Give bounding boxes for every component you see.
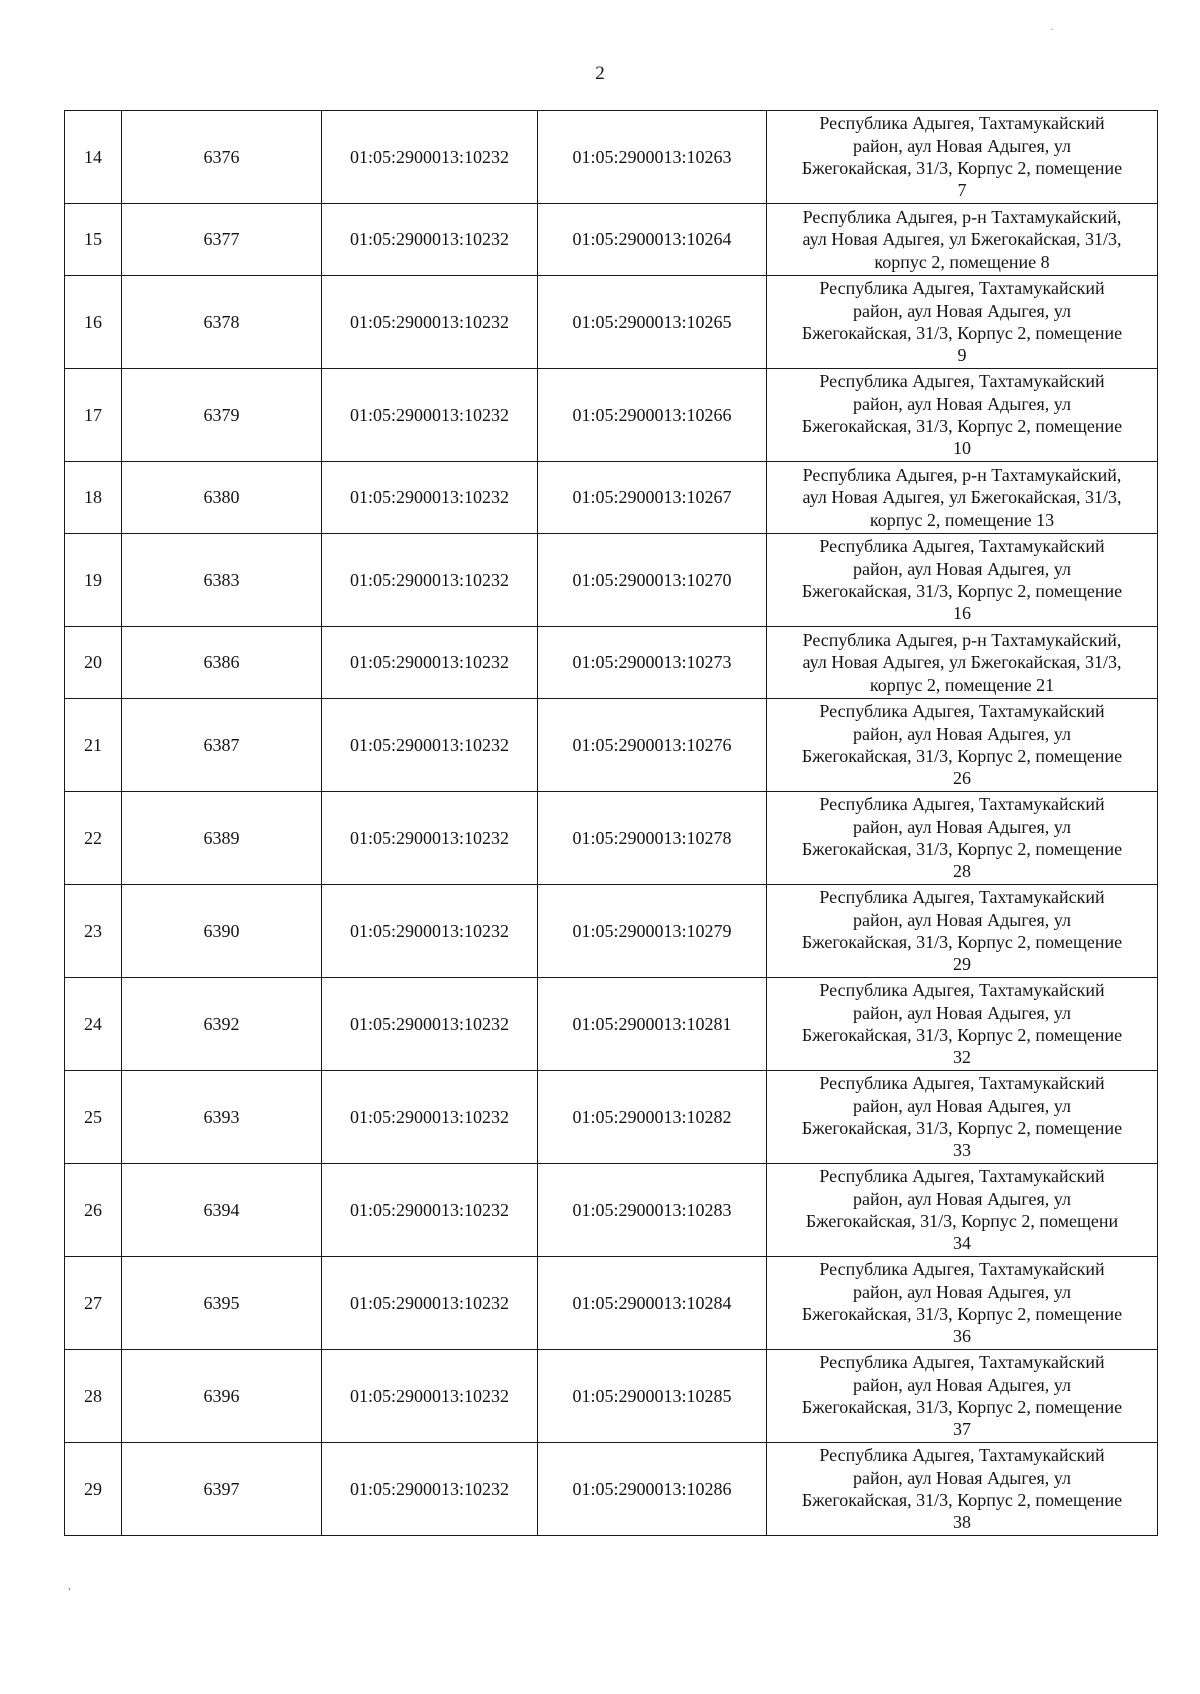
cadastral-number-cell: 01:05:2900013:10286 [538, 1443, 767, 1536]
table-row [65, 276, 1158, 369]
row-number-cell: 27 [65, 1257, 122, 1350]
record-id-cell: 6387 [122, 699, 322, 792]
parent-cadastral-number-cell: 01:05:2900013:10232 [322, 792, 538, 885]
address-line: Бжегокайская, 31/3, Корпус 2, помещение [801, 746, 1123, 766]
cadastral-number-cell: 01:05:2900013:10264 [538, 204, 767, 276]
parent-cadastral-number-cell: 01:05:2900013:10232 [322, 369, 538, 462]
cadastral-number-cell: 01:05:2900013:10284 [538, 1257, 767, 1350]
record-id-cell: 6392 [122, 978, 322, 1071]
address-line: корпус 2, помещение 13 [869, 509, 1055, 530]
address-line: район, аул Новая Адыгея, ул [853, 1095, 1071, 1116]
row-number-cell: 28 [65, 1350, 122, 1443]
address-line: Республика Адыгея, Тахтамукайский [819, 278, 1105, 299]
cadastral-number-cell: 01:05:2900013:10270 [538, 534, 767, 627]
table-row [65, 1350, 1158, 1443]
address-line: район, аул Новая Адыгея, ул [853, 1374, 1071, 1395]
parent-cadastral-number-cell: 01:05:2900013:10232 [322, 1350, 538, 1443]
table-row [65, 369, 1158, 462]
address-line: Республика Адыгея, Тахтамукайский [819, 113, 1105, 134]
row-number-cell: 15 [65, 204, 122, 276]
address-line: 32 [953, 1047, 971, 1068]
cadastral-number-cell: 01:05:2900013:10276 [538, 699, 767, 792]
cadastral-number-cell: 01:05:2900013:10285 [538, 1350, 767, 1443]
table-row [65, 1257, 1158, 1350]
address-line: Бжегокайская, 31/3, Корпус 2, помещение [801, 1025, 1123, 1045]
address-line: Республика Адыгея, Тахтамукайский [819, 794, 1105, 815]
row-number-cell: 21 [65, 699, 122, 792]
address-line: Бжегокайская, 31/3, Корпус 2, помещение [801, 581, 1123, 601]
parent-cadastral-number-cell: 01:05:2900013:10232 [322, 204, 538, 276]
address-line: аул Новая Адыгея, ул Бжегокайская, 31/3, [802, 487, 1122, 508]
address-line: Республика Адыгея, р-н Тахтамукайский, [802, 206, 1122, 227]
address-cell [767, 1164, 1158, 1257]
row-number-cell: 24 [65, 978, 122, 1071]
row-number-cell: 25 [65, 1071, 122, 1164]
address-line: Бжегокайская, 31/3, Корпус 2, помещение [801, 1490, 1123, 1510]
address-line: 9 [957, 345, 967, 366]
address-line: Республика Адыгея, Тахтамукайский [819, 887, 1105, 908]
row-number-cell: 17 [65, 369, 122, 462]
row-number-cell: 20 [65, 627, 122, 699]
address-cell [767, 699, 1158, 792]
page-number: 2 [595, 63, 605, 84]
cadastral-number-cell: 01:05:2900013:10273 [538, 627, 767, 699]
record-id-cell: 6376 [122, 111, 322, 204]
table-row [65, 462, 1158, 534]
address-line: район, аул Новая Адыгея, ул [853, 135, 1071, 156]
cadastral-number-cell: 01:05:2900013:10279 [538, 885, 767, 978]
address-cell [767, 204, 1158, 276]
record-id-cell: 6383 [122, 534, 322, 627]
address-line: Бжегокайская, 31/3, Корпус 2, помещени [805, 1211, 1119, 1231]
table-row [65, 699, 1158, 792]
address-line: Республика Адыгея, Тахтамукайский [819, 1445, 1105, 1466]
address-line: 38 [953, 1512, 971, 1533]
address-line: 28 [953, 861, 971, 882]
record-id-cell: 6379 [122, 369, 322, 462]
record-id-cell: 6389 [122, 792, 322, 885]
table-row [65, 204, 1158, 276]
address-cell [767, 1350, 1158, 1443]
row-number-cell: 14 [65, 111, 122, 204]
parent-cadastral-number-cell: 01:05:2900013:10232 [322, 462, 538, 534]
parent-cadastral-number-cell: 01:05:2900013:10232 [322, 1071, 538, 1164]
address-cell [767, 1071, 1158, 1164]
row-number-cell: 23 [65, 885, 122, 978]
table-row [65, 111, 1158, 204]
table-row [65, 1071, 1158, 1164]
parent-cadastral-number-cell: 01:05:2900013:10232 [322, 534, 538, 627]
row-number-cell: 26 [65, 1164, 122, 1257]
address-line: 37 [953, 1419, 971, 1440]
parent-cadastral-number-cell: 01:05:2900013:10232 [322, 978, 538, 1071]
address-line: 33 [953, 1140, 971, 1161]
row-number-cell: 16 [65, 276, 122, 369]
record-id-cell: 6394 [122, 1164, 322, 1257]
address-line: Бжегокайская, 31/3, Корпус 2, помещение [801, 932, 1123, 952]
record-id-cell: 6393 [122, 1071, 322, 1164]
address-line: район, аул Новая Адыгея, ул [853, 1188, 1071, 1209]
address-line: Республика Адыгея, р-н Тахтамукайский, [802, 464, 1122, 485]
address-cell [767, 462, 1158, 534]
address-line: Республика Адыгея, Тахтамукайский [819, 1259, 1105, 1280]
address-line: район, аул Новая Адыгея, ул [853, 723, 1071, 744]
table-row [65, 627, 1158, 699]
address-line: Республика Адыгея, Тахтамукайский [819, 1352, 1105, 1373]
parent-cadastral-number-cell: 01:05:2900013:10232 [322, 1257, 538, 1350]
parent-cadastral-number-cell: 01:05:2900013:10232 [322, 111, 538, 204]
address-line: Республика Адыгея, Тахтамукайский [819, 536, 1105, 557]
address-cell [767, 1443, 1158, 1536]
parent-cadastral-number-cell: 01:05:2900013:10232 [322, 276, 538, 369]
address-line: район, аул Новая Адыгея, ул [853, 1281, 1071, 1302]
address-line: Республика Адыгея, Тахтамукайский [819, 701, 1105, 722]
record-id-cell: 6378 [122, 276, 322, 369]
address-line: Бжегокайская, 31/3, Корпус 2, помещение [801, 416, 1123, 436]
address-cell [767, 627, 1158, 699]
address-line: Республика Адыгея, Тахтамукайский [819, 1166, 1105, 1187]
scan-speck: , [68, 1578, 71, 1592]
table-row [65, 534, 1158, 627]
table-row [65, 885, 1158, 978]
parent-cadastral-number-cell: 01:05:2900013:10232 [322, 627, 538, 699]
address-line: аул Новая Адыгея, ул Бжегокайская, 31/3, [802, 229, 1122, 250]
address-cell [767, 111, 1158, 204]
address-line: Бжегокайская, 31/3, Корпус 2, помещение [801, 158, 1123, 178]
cadastral-number-cell: 01:05:2900013:10281 [538, 978, 767, 1071]
cadastral-table [64, 110, 1158, 1536]
address-line: Бжегокайская, 31/3, Корпус 2, помещение [801, 1304, 1123, 1324]
record-id-cell: 6397 [122, 1443, 322, 1536]
address-cell [767, 978, 1158, 1071]
parent-cadastral-number-cell: 01:05:2900013:10232 [322, 885, 538, 978]
address-line: Бжегокайская, 31/3, Корпус 2, помещение [801, 1397, 1123, 1417]
address-line: корпус 2, помещение 21 [869, 674, 1055, 695]
table-row [65, 978, 1158, 1071]
address-line: район, аул Новая Адыгея, ул [853, 1002, 1071, 1023]
address-line: 26 [953, 768, 971, 789]
address-line: аул Новая Адыгея, ул Бжегокайская, 31/3, [802, 652, 1122, 673]
record-id-cell: 6390 [122, 885, 322, 978]
record-id-cell: 6395 [122, 1257, 322, 1350]
address-line: 29 [953, 954, 971, 975]
cadastral-number-cell: 01:05:2900013:10283 [538, 1164, 767, 1257]
table-body [65, 111, 1158, 1536]
cadastral-number-cell: 01:05:2900013:10266 [538, 369, 767, 462]
row-number-cell: 22 [65, 792, 122, 885]
address-cell [767, 276, 1158, 369]
address-line: 34 [953, 1233, 971, 1254]
address-line: район, аул Новая Адыгея, ул [853, 909, 1071, 930]
address-cell [767, 534, 1158, 627]
record-id-cell: 6386 [122, 627, 322, 699]
address-line: Бжегокайская, 31/3, Корпус 2, помещение [801, 323, 1123, 343]
cadastral-number-cell: 01:05:2900013:10263 [538, 111, 767, 204]
scan-speck: · [1050, 22, 1054, 36]
row-number-cell: 29 [65, 1443, 122, 1536]
address-line: Республика Адыгея, р-н Тахтамукайский, [802, 629, 1122, 650]
parent-cadastral-number-cell: 01:05:2900013:10232 [322, 1443, 538, 1536]
address-cell [767, 885, 1158, 978]
address-line: Бжегокайская, 31/3, Корпус 2, помещение [801, 839, 1123, 859]
address-line: 16 [953, 603, 971, 624]
address-line: район, аул Новая Адыгея, ул [853, 1467, 1071, 1488]
address-cell [767, 792, 1158, 885]
address-line: район, аул Новая Адыгея, ул [853, 558, 1071, 579]
record-id-cell: 6380 [122, 462, 322, 534]
address-line: корпус 2, помещение 8 [874, 251, 1050, 272]
record-id-cell: 6377 [122, 204, 322, 276]
cadastral-number-cell: 01:05:2900013:10265 [538, 276, 767, 369]
address-line: 10 [953, 438, 971, 459]
address-line: 36 [953, 1326, 971, 1347]
table-row [65, 1164, 1158, 1257]
address-line: Бжегокайская, 31/3, Корпус 2, помещение [801, 1118, 1123, 1138]
row-number-cell: 19 [65, 534, 122, 627]
table-row [65, 1443, 1158, 1536]
record-id-cell: 6396 [122, 1350, 322, 1443]
cadastral-number-cell: 01:05:2900013:10282 [538, 1071, 767, 1164]
address-line: район, аул Новая Адыгея, ул [853, 393, 1071, 414]
address-cell [767, 1257, 1158, 1350]
address-line: Республика Адыгея, Тахтамукайский [819, 1073, 1105, 1094]
address-line: Республика Адыгея, Тахтамукайский [819, 371, 1105, 392]
row-number-cell: 18 [65, 462, 122, 534]
parent-cadastral-number-cell: 01:05:2900013:10232 [322, 699, 538, 792]
address-line: район, аул Новая Адыгея, ул [853, 300, 1071, 321]
cadastral-number-cell: 01:05:2900013:10267 [538, 462, 767, 534]
cadastral-number-cell: 01:05:2900013:10278 [538, 792, 767, 885]
address-line: район, аул Новая Адыгея, ул [853, 816, 1071, 837]
parent-cadastral-number-cell: 01:05:2900013:10232 [322, 1164, 538, 1257]
table-row [65, 792, 1158, 885]
address-line: Республика Адыгея, Тахтамукайский [819, 980, 1105, 1001]
address-cell [767, 369, 1158, 462]
address-line: 7 [957, 180, 967, 201]
